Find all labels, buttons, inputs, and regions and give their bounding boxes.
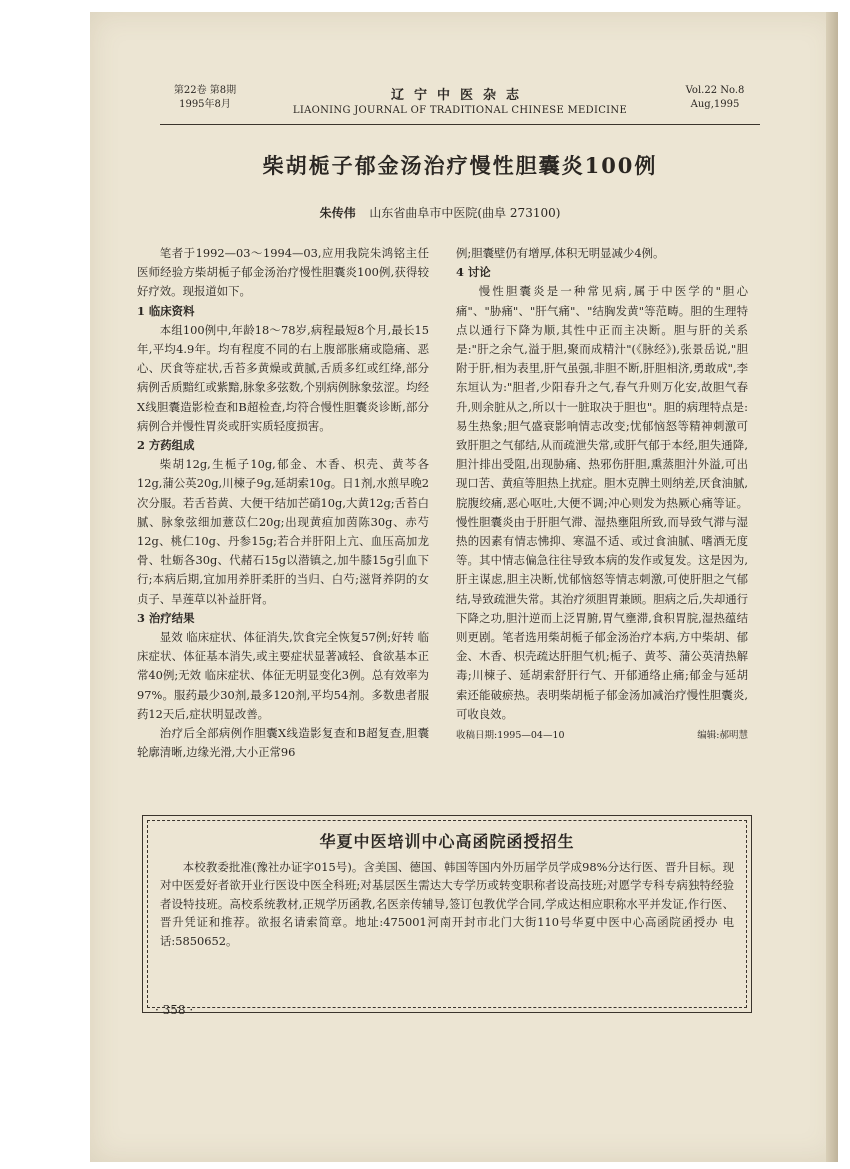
volume-issue-cn: 第22卷 第8期 xyxy=(173,85,237,96)
advertisement-text: 本校教委批准(豫社办证字015号)。含美国、德国、韩国等国内外历届学员学成98%分达行医、晋升目标。现对中医爱好者欲开业行医设中医全科班;对基层医生需达大专学历或转变职称者设高技班;对愿学专科专病独特经验者设特技班。高校系统教材,正规学历函教,名医亲传辅导,签订包教优学合同,学成达相应职称水平并发证,作行医、晋升凭证和推荐。欲报名请索简章。地址:475001河南开封市北门大街110号华夏中医中心高函院函授办 电话:5850652。 xyxy=(160,860,734,948)
journal-name-en: LIAONING JOURNAL OF TRADITIONAL CHINESE MEDICINE xyxy=(292,105,628,116)
section-2-text: 柴胡12g,生栀子10g,郁金、木香、枳壳、黄芩各12g,蒲公英20g,川楝子9g,延胡索10g。日1剂,水煎早晚2次分服。若舌苔黄、大便干结加芒硝10g,大黄12g;舌苔白腻、脉象弦细加薏苡仁20g;出现黄疸加茵陈30g、赤芍12g、桃仁10g、丹参15g;若合并肝阳上亢、血压高加龙骨、牡蛎各30g、代赭石15g以潜镇之,加牛膝15g引血下行;本病后期,宜加用养肝柔肝的当归、白芍;滋肾养阴的女贞子、旱莲草以补益肝肾。 xyxy=(137,457,429,606)
section-3-text-2: 治疗后全部病例作胆囊X线造影复查和B超复查,胆囊轮廓清晰,边缘光滑,大小正常96 xyxy=(137,726,429,760)
date-en: Aug,1995 xyxy=(690,99,740,110)
journal-name xyxy=(280,84,640,116)
section-1-text: 本组100例中,年龄18～78岁,病程最短8个月,最长15年,平均4.9年。均有程度不同的右上腹部胀痛或隐痛、恶心、厌食等症状,舌苔多黄燥或黄腻,舌质多红或红绛,部分病例舌质黯红或紫黯,脉象多弦数,个别病例脉象弦涩。均经X线胆囊造影检查和B超检查,均符合慢性胆囊炎诊断,部分病例合并慢性胃炎或肝实质轻度损害。 xyxy=(137,322,430,433)
received-date: 收稿日期:1995—04—10 xyxy=(456,730,565,742)
date-cn: 1995年8月 xyxy=(179,99,231,110)
section-4-text: 慢性胆囊炎是一种常见病,属于中医学的"胆心痛"、"胁痛"、"肝气痛"、"结胸发黄"等范畴。胆的生理特点以通行下降为顺,其性中正而主决断。胆与肝的关系是:"肝之余气,溢于胆,聚而成精汁"(《脉经》),张景岳说,"胆附于肝,相为表里,肝气虽强,非胆不断,肝胆相济,勇敢成",李东垣认为:"胆者,少阳春升之气,春气升则万化安,故胆气春升,则余脏从之,所以十一脏取决于胆也"。胆的病理特点是:易生热象;胆气盛衰影响情志改变;忧郁恼怒等精神刺激可致肝胆之气郁结,从而疏泄失常,或肝气郁于本经,胆失通降,胆汁排出受阻,出现胁痛、热邪伤肝胆,熏蒸胆汁外溢,可出现口苦、黄疸等胆热上扰症。胆木克脾土则纳差,厌食油腻,脘腹绞痛,恶心呕吐,大便不调;冲心则发为热厥心痛等证。慢性胆囊炎由于肝胆气滞、湿热壅阻所致,而导致气滞与湿热的因素有情志怫抑、寒温不适、或过食油腻、嗜酒无度等。其中情志偏急往往导致本病的发作或复发。这是因为,肝主谋虑,胆主决断,忧郁恼怒等情志刺激,可使肝胆之气郁结,导致疏泄失常。其治疗须胆胃兼顾。胆病之后,失却通行下降之功,胆汁逆而上泛胃腑,胃气壅滞,食积胃脘,湿热蕴结则更剧。笔者选用柴胡栀子郁金汤治疗本病,方中柴胡、郁金、木香、枳壳疏达肝胆气机;栀子、黄芩、蒲公英清热解毒;川楝子、延胡索舒肝行气、开郁通络止痛;郁金与延胡索还能破瘀热。表明柴胡栀子郁金汤加减治疗慢性胆囊炎,可收良效。 xyxy=(456,284,749,721)
page-number: · 358 · xyxy=(155,1003,194,1017)
editor: 编辑:郝明慧 xyxy=(697,730,748,742)
author: 朱传伟 xyxy=(319,206,356,220)
section-3-heading: 3 治疗结果 xyxy=(137,610,195,625)
intro-paragraph: 笔者于1992—03～1994—03,应用我院朱鸿铭主任医师经验方柴胡栀子郁金汤治疗慢性胆囊炎100例,获得较好疗效。现报道如下。 xyxy=(137,246,429,299)
section-3-text-1: 显效 临床症状、体征消失,饮食完全恢复57例;好转 临床症状、体征基本消失,或主要症状显著减轻、食欲基本正常40例;无效 临床症状、体征无明显变化3例。总有效率为97%。服药最少30剂,最多120剂,平均54剂。多数患者服药12天后,症状明显改善。 xyxy=(137,630,429,721)
journal-name-cn: 辽宁中医杂志 xyxy=(390,88,529,103)
byline xyxy=(160,204,720,221)
advertisement-box xyxy=(142,815,752,1013)
section-3-continued: 例;胆囊壁仍有增厚,体积无明显减少4例。 xyxy=(456,246,665,260)
volume-issue-en: Vol.22 No.8 xyxy=(685,85,745,96)
article-footer xyxy=(456,726,748,745)
affiliation: 山东省曲阜市中医院(曲阜 273100) xyxy=(369,206,561,220)
right-column xyxy=(456,244,748,745)
journal-header xyxy=(160,78,760,125)
issue-info-en xyxy=(670,84,760,112)
advertisement-title: 华夏中医培训中心高函院函授招生 xyxy=(319,832,575,851)
section-4-heading: 4 讨论 xyxy=(456,265,491,280)
advertisement-inner xyxy=(147,820,747,1008)
left-column xyxy=(137,244,429,762)
section-1-heading: 1 临床资料 xyxy=(137,303,195,318)
section-2-heading: 2 方药组成 xyxy=(137,438,195,453)
article-title: 柴胡栀子郁金汤治疗慢性胆囊炎100例 xyxy=(262,153,658,178)
page-edge xyxy=(826,12,838,1162)
issue-info xyxy=(160,84,250,112)
